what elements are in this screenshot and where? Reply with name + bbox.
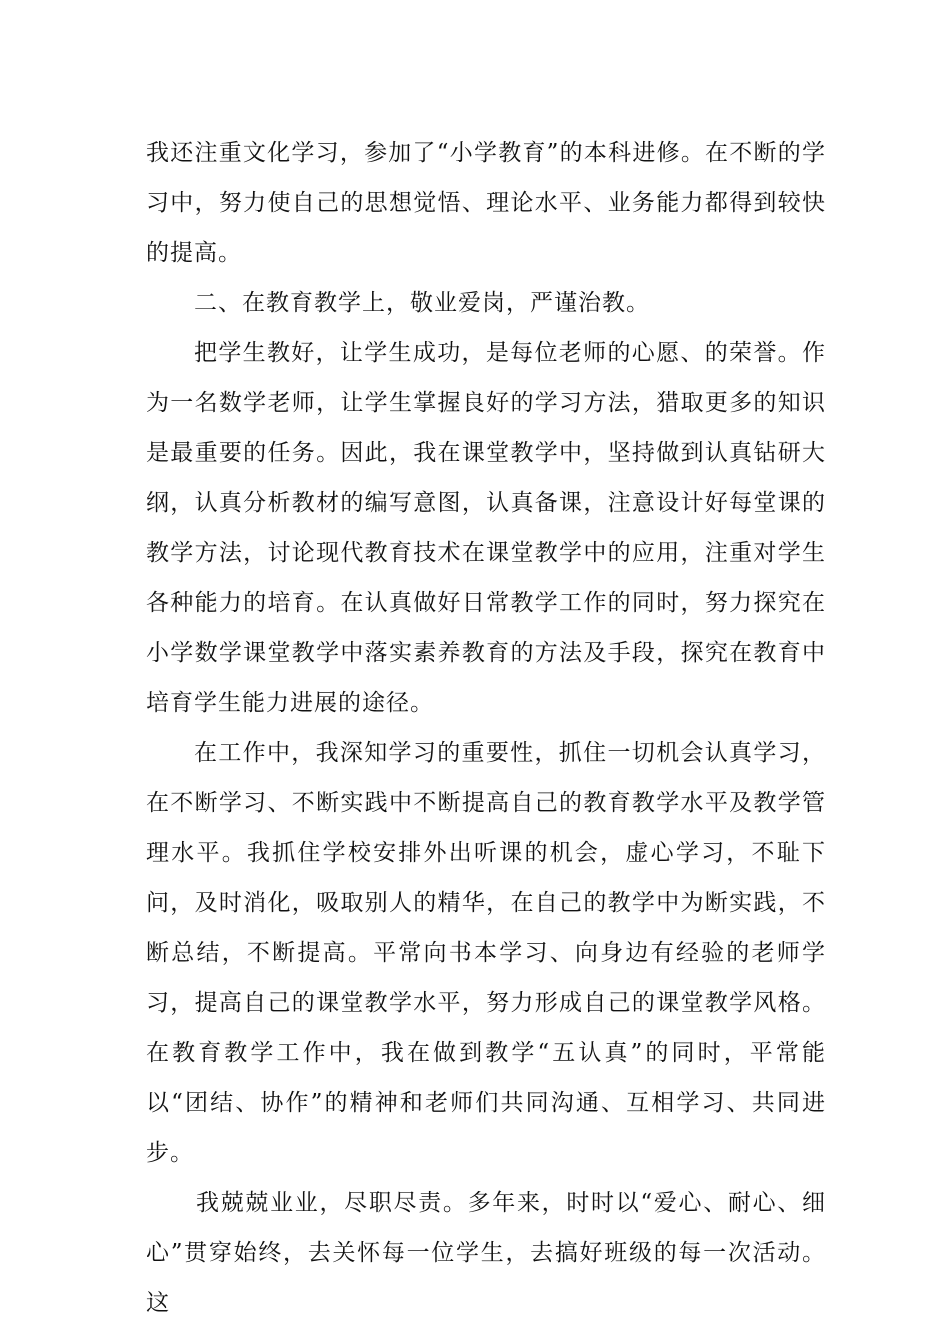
paragraph-dedication: 我兢兢业业，尽职尽责。多年来，时时以“爱心、耐心、细心”贯穿始终，去关怀每一位学生，去搞好班级的每一次活动。这 — [146, 1190, 826, 1316]
paragraph-math-teaching: 把学生教好，让学生成功，是每位老师的心愿、的荣誉。作为一名数学老师，让学生掌握良好的学习方法，猎取更多的知识是最重要的任务。因此，我在课堂教学中，坚持做到认真钻研大纲，认真分析教材的编写意图，认真备课，注意设计好每堂课的教学方法，讨论现代教育技术在课堂教学中的应用，注重对学生各种能力的培育。在认真做好日常教学工作的同时，努力探究在小学数学课堂教学中落实素养教育的方法及手段，探究在教育中培育学生能力进展的途径。 — [146, 340, 826, 716]
section-heading-teaching: 二、在教育教学上，敬业爱岗，严谨治教。 — [194, 290, 650, 316]
paragraph-learning-at-work: 在工作中，我深知学习的重要性，抓住一切机会认真学习，在不断学习、不断实践中不断提高自己的教育教学水平及教学管理水平。我抓住学校安排外出听课的机会，虚心学习，不耻下问，及时消化，吸取别人的精华，在自己的教学中为断实践，不断总结，不断提高。平常向书本学习、向身边有经验的老师学习，提高自己的课堂教学水平，努力形成自己的课堂教学风格。在教育教学工作中，我在做到教学“五认真”的同时，平常能以“团结、协作”的精神和老师们共同沟通、互相学习、共同进步。 — [146, 740, 826, 1166]
paragraph-cultural-study: 我还注重文化学习，参加了“小学教育”的本科进修。在不断的学习中，努力使自己的思想觉悟、理论水平、业务能力都得到较快的提高。 — [146, 140, 826, 266]
document-body — [146, 128, 826, 1328]
